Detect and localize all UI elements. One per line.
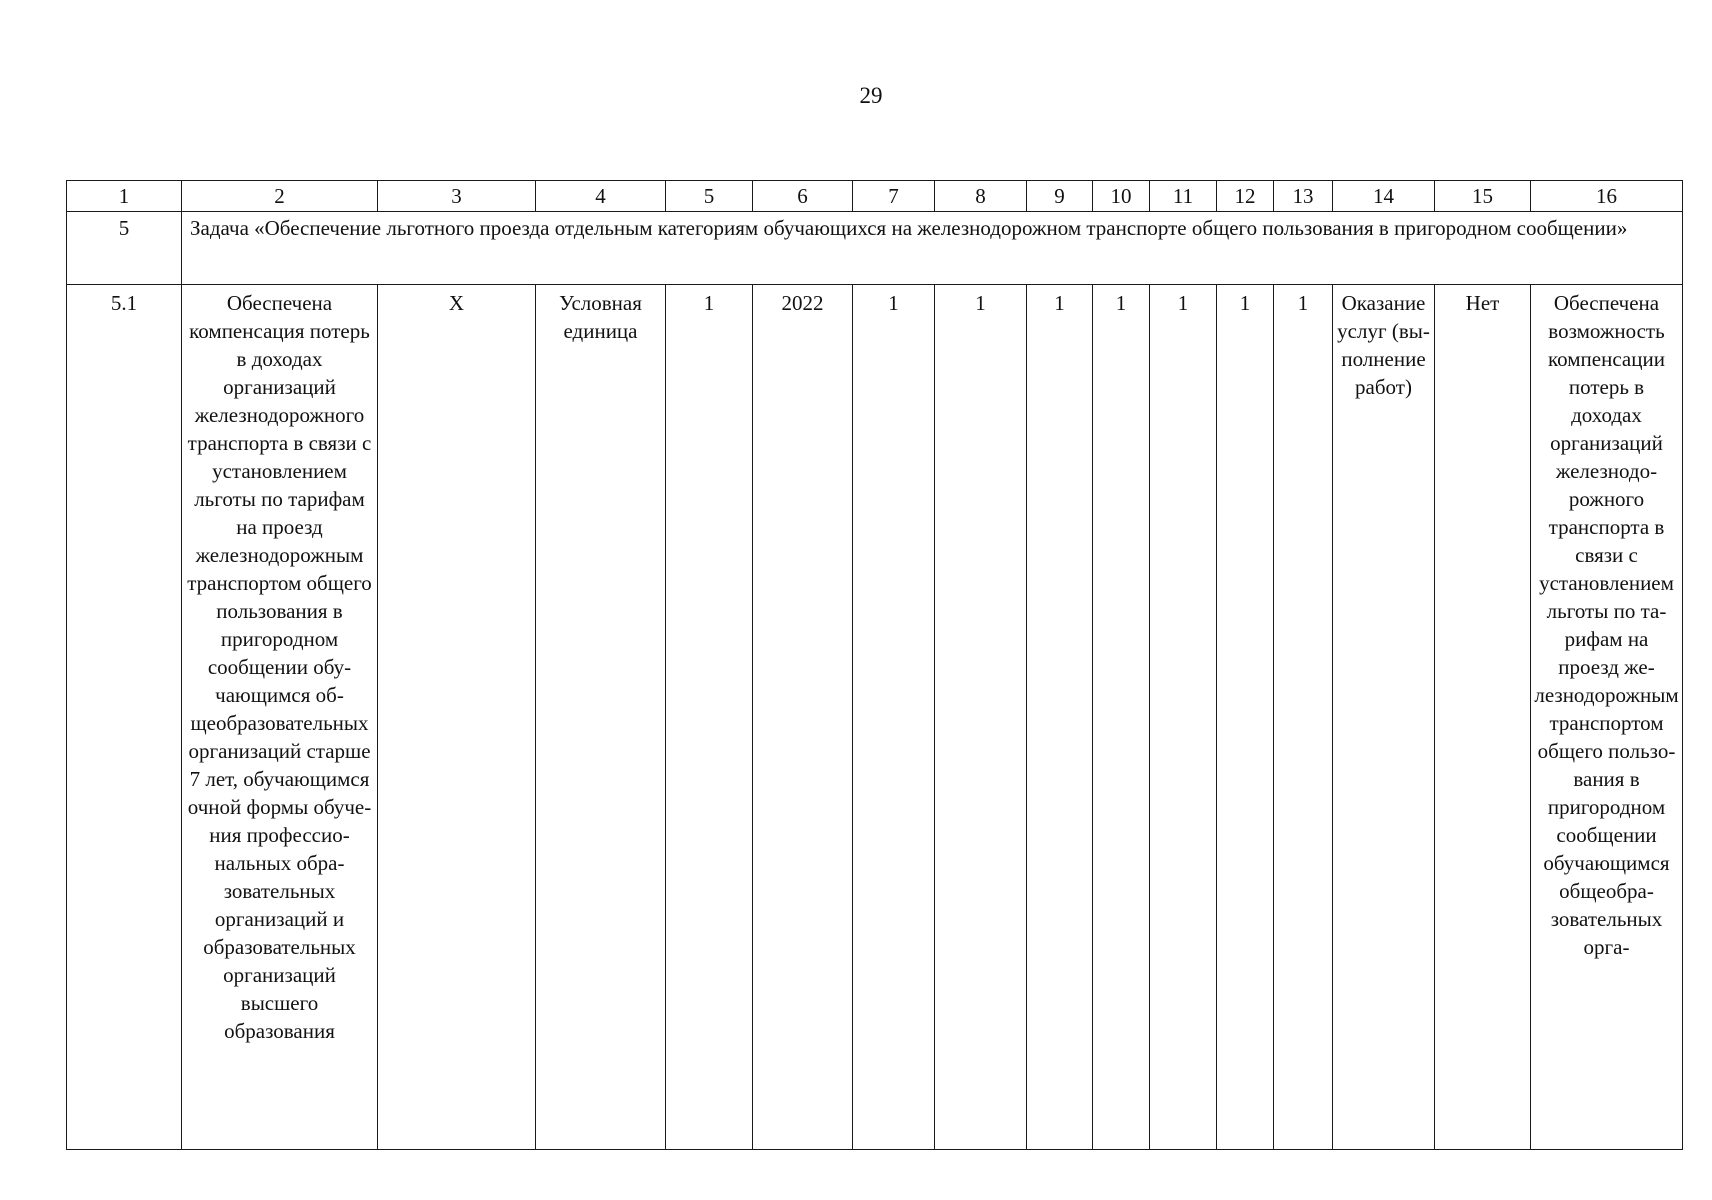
column-header: 10 (1093, 181, 1150, 212)
col13-cell: 1 (1274, 285, 1333, 1150)
col3-cell: Х (378, 285, 536, 1150)
column-header: 15 (1435, 181, 1531, 212)
characteristic-cell: Обеспечена возможность компенсации потерь в доходах организаций железнодорожного транспорта в связи с установлением льготы по тарифам на проезд железнодорожным транспортом общего пользования в пригородном сообщении обучающимся общеобразовательных орга- (1531, 285, 1683, 1150)
column-header: 13 (1274, 181, 1333, 212)
column-header: 16 (1531, 181, 1683, 212)
col10-cell: 1 (1093, 285, 1150, 1150)
task-number: 5 (67, 212, 182, 285)
program-table (66, 180, 1683, 1150)
col9-cell: 1 (1027, 285, 1093, 1150)
column-header: 12 (1217, 181, 1274, 212)
column-header: 7 (853, 181, 935, 212)
column-header: 3 (378, 181, 536, 212)
unit-cell: Условная единица (536, 285, 666, 1150)
column-header: 8 (935, 181, 1027, 212)
year-cell: 2022 (753, 285, 853, 1150)
column-header: 4 (536, 181, 666, 212)
column-header: 2 (182, 181, 378, 212)
table-row (67, 285, 1683, 1150)
column-header: 9 (1027, 181, 1093, 212)
col15-cell: Нет (1435, 285, 1531, 1150)
column-header: 14 (1333, 181, 1435, 212)
column-header: 5 (666, 181, 753, 212)
type-cell: Оказание услуг (выполнение работ) (1333, 285, 1435, 1150)
task-row (67, 212, 1683, 285)
col11-cell: 1 (1150, 285, 1217, 1150)
column-header: 11 (1150, 181, 1217, 212)
result-cell: Обеспечена компенсация потерь в доходах организаций железнодорожного транспорта в связи с установлением льготы по тарифам на проезд железнодорожным транспортом общего пользования в пригородном сообщении обучающимся общеобразовательных организаций старше 7 лет, обучающимся очной формы обучения профессиональных образовательных организаций и образовательных организаций высшего образования (182, 285, 378, 1150)
col12-cell: 1 (1217, 285, 1274, 1150)
column-number-row (67, 181, 1683, 212)
column-header: 6 (753, 181, 853, 212)
col5-cell: 1 (666, 285, 753, 1150)
row-number-cell: 5.1 (67, 285, 182, 1150)
col8-cell: 1 (935, 285, 1027, 1150)
col7-cell: 1 (853, 285, 935, 1150)
task-title: Задача «Обеспечение льготного проезда отдельным категориям обучающихся на железнодорожном транспорте общего пользования в пригородном сообщении» (182, 212, 1683, 285)
column-header: 1 (67, 181, 182, 212)
page-number: 29 (859, 83, 883, 108)
